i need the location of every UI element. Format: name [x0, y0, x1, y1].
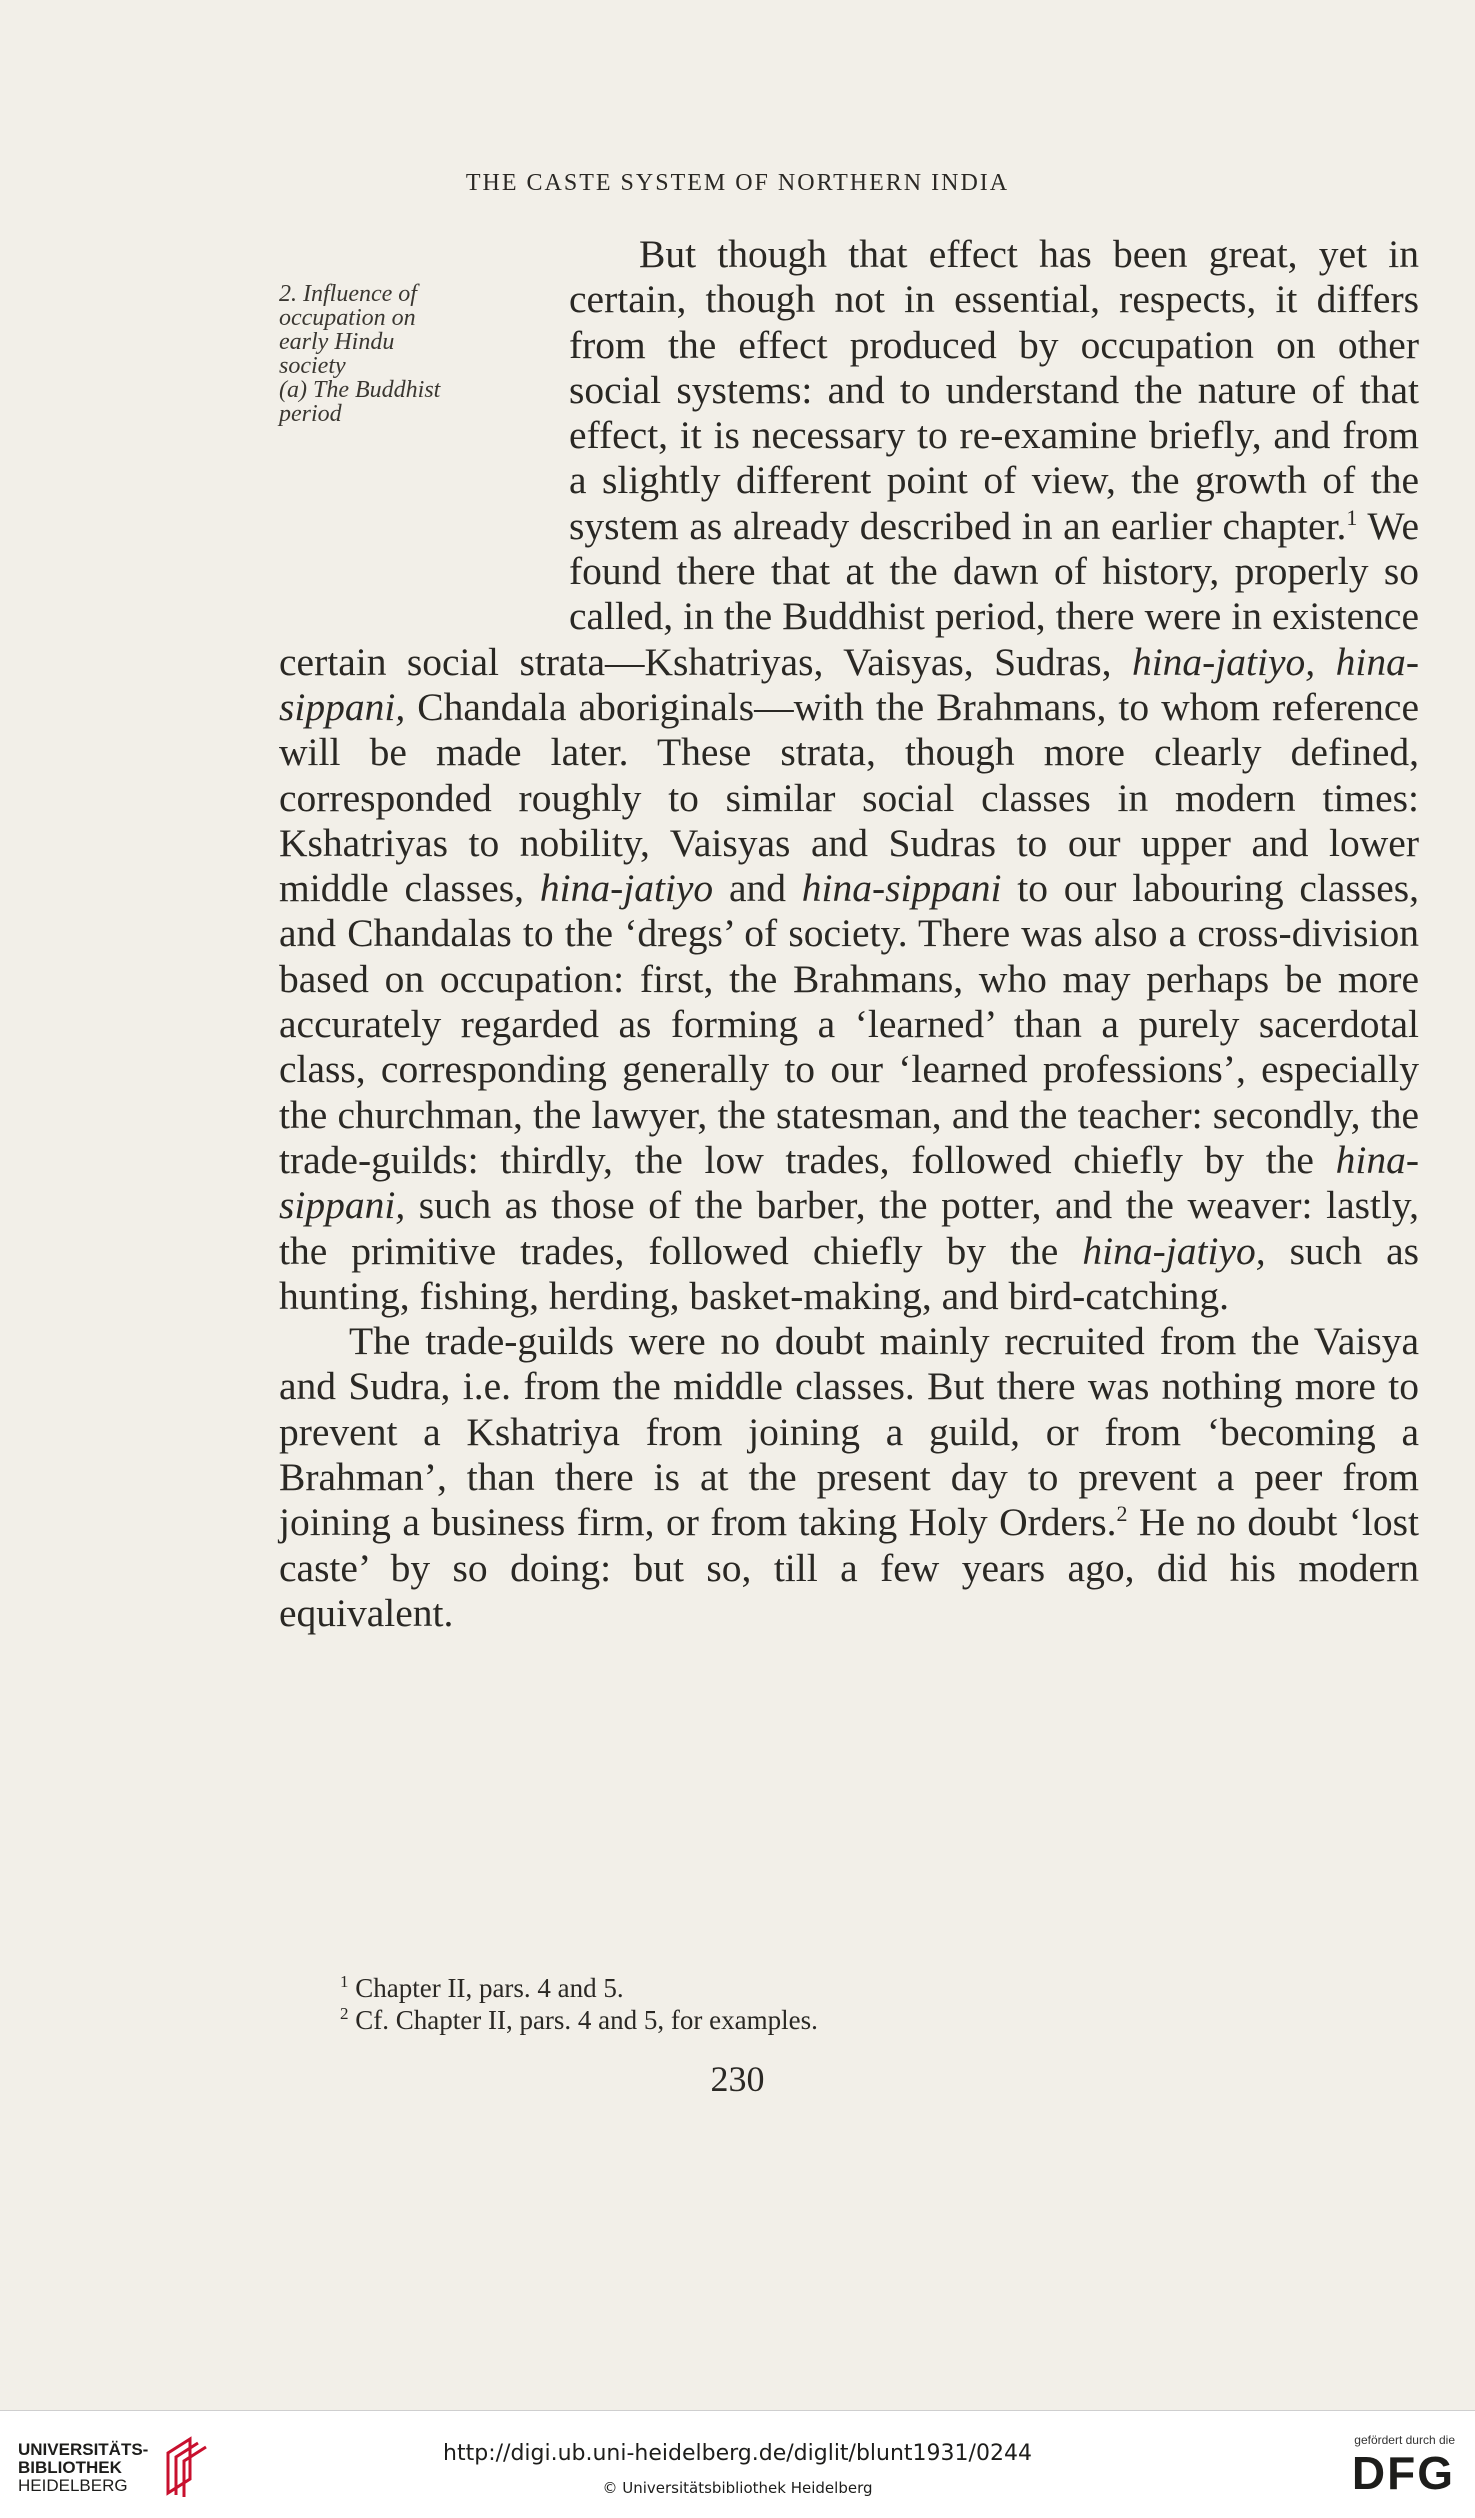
library-logo: UNIVERSITÄTS- BIBLIOTHEK HEIDELBERG [18, 2440, 149, 2495]
main-text [279, 232, 1419, 1636]
sponsor-logo: gefördert durch die DFG [1351, 2433, 1455, 2499]
footnotes [340, 1972, 1400, 2036]
margin-note-line: (a) The Buddhist [279, 377, 441, 403]
footnote: $^1$ Chapter II, pars. 4 and 5. [340, 1972, 624, 2003]
permalink-url[interactable]: http://digi.ub.uni-heidelberg.de/diglit/blunt1931/0244 [443, 2441, 1032, 2466]
paragraph-2: The trade-guilds were no doubt mainly recruited from the Vaisya and Sudra, i.e. from the middle classes. But there was nothing more to prevent a Kshatriya from joining a guild, or from ‘becoming a Brahman’, than there is at the present day to prevent a peer from joining a business firm, or from taking Holy Orders.$^2$ He no doubt ‘lost caste’ by so doing: but so, till a few years ago, did his modern equivalent. [279, 1319, 1419, 1635]
margin-note [0, 282, 569, 602]
margin-note-line: 2. Influence of [279, 281, 417, 307]
margin-note-line: occupation on [279, 305, 416, 331]
footnote: $^2$ Cf. Chapter II, pars. 4 and 5, for examples. [340, 2004, 818, 2035]
copyright-notice: © Universitätsbibliothek Heidelberg [602, 2479, 873, 2497]
footnote-ref-2: 2 [1116, 1501, 1128, 1527]
dfg-logo: DFG [1351, 2447, 1455, 2499]
viewer-footer [0, 2410, 1475, 2518]
paragraph-1: But though that effect has been great, yet in certain, though not in essential, respects, it differs from the effect produced by occupation on other social systems: and to understand the nature of that effect, it is necessary to re-examine briefly, and from a slightly different point of view, the growth of the system as already described in an earlier chapter.$^1$ We found there that at the dawn of history, properly so called, in the Buddhist period, there were in existence certain social strata—Kshatriyas, Vaisyas, Sudras, hina-jatiyo, hina-sippani, Chandala aboriginals—with the Brahmans, to whom reference will be made later. These strata, though more clearly defined, corresponded roughly to similar social classes in modern times: Kshatriyas to nobility, Vaisyas and Sudras to our upper and lower middle classes, hina-jatiyo and hina-sippani to our labouring classes, and Chandalas to the ‘dregs’ of society. There was also a cross-division based on occupation: first, the Brahmans, who may perhaps be more accurately regarded as forming a ‘learned’ than a purely sacerdotal class, corresponding generally to our ‘learned professions’, especially the churchman, the lawyer, the statesman, and the teacher: secondly, the trade-guilds: thirdly, the low trades, followed chiefly by the hina-sippani, such as those of the barber, the potter, and the weaver: lastly, the primitive trades, followed chiefly by the hina-jatiyo, such as hunting, fishing, herding, basket-making, and bird-catching. [279, 232, 1420, 1318]
margin-note-line: society [279, 353, 346, 379]
running-header: THE CASTE SYSTEM OF NORTHERN INDIA [465, 170, 1010, 196]
margin-note-line: early Hindu [279, 329, 395, 355]
page-number: 230 [710, 2059, 765, 2099]
footnote-ref-1: 1 [1346, 504, 1358, 530]
margin-note-line: period [279, 401, 342, 427]
